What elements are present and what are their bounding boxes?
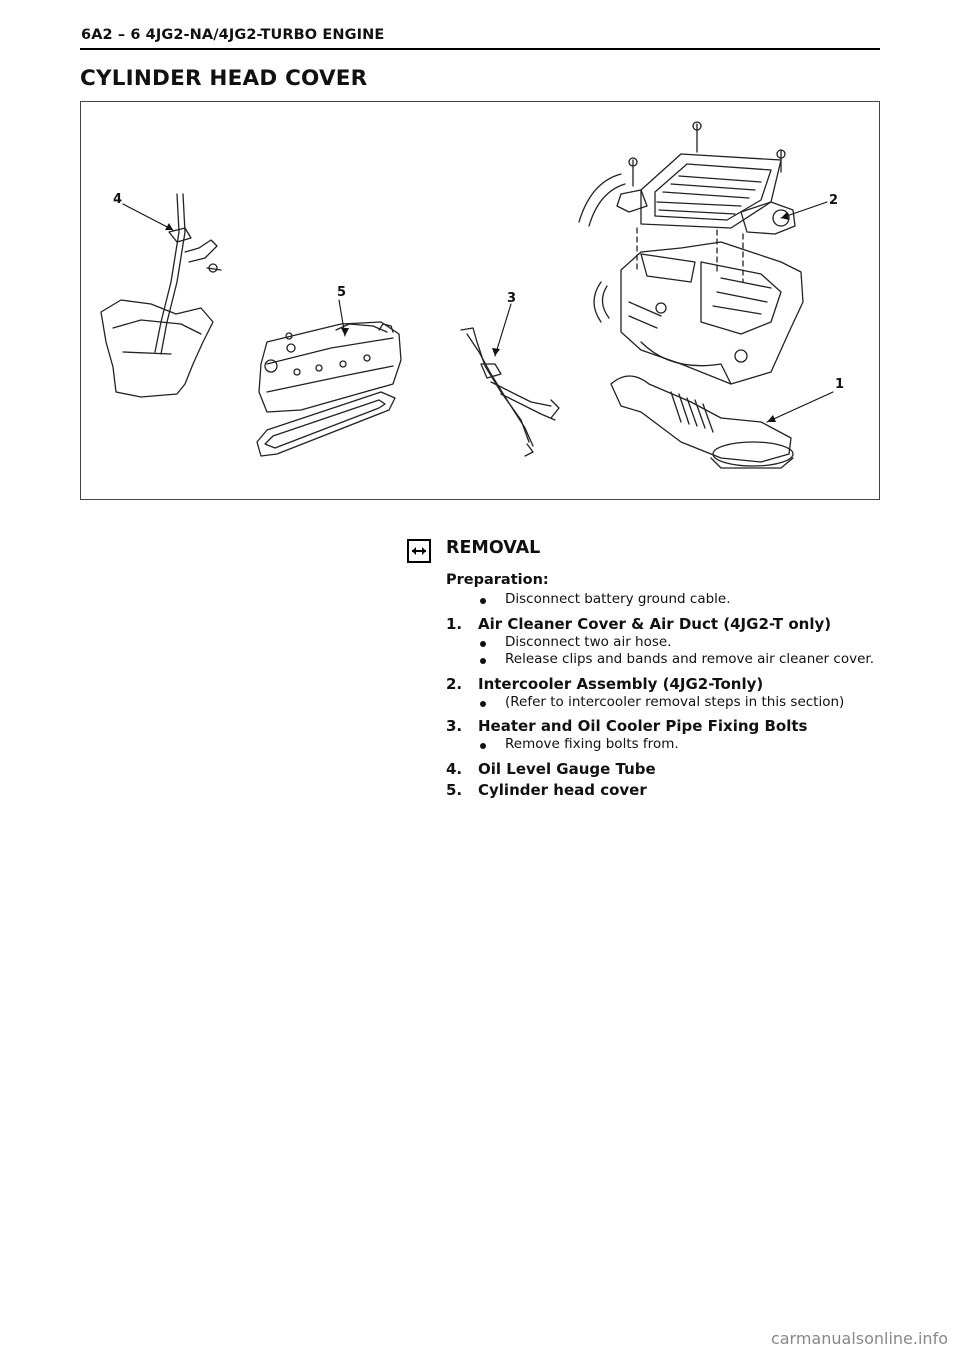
exploded-diagram-drawing	[81, 102, 879, 499]
bullet-item	[446, 634, 886, 652]
exploded-diagram	[80, 101, 880, 500]
removal-heading: REMOVAL	[446, 538, 541, 558]
intercooler-drawing	[579, 122, 795, 282]
preparation-label: Preparation:	[446, 572, 549, 588]
step-number: 2.	[446, 674, 463, 693]
bullet-dot	[480, 658, 486, 664]
bullet-text: Remove fixing bolts from.	[505, 736, 679, 752]
step-number: 1.	[446, 614, 463, 633]
step-title-text: Intercooler Assembly (4JG2-Tonly)	[478, 674, 764, 693]
double-arrow-icon	[409, 541, 429, 561]
bullet-text: Disconnect battery ground cable.	[505, 591, 731, 607]
oil-pan-drawing	[101, 300, 213, 397]
callout-5: 5	[337, 285, 347, 300]
page-header-title: 6A2 – 6 4JG2-NA/4JG2-TURBO ENGINE	[81, 27, 385, 43]
callout-4: 4	[113, 192, 123, 207]
air-duct-drawing	[611, 376, 793, 468]
step-number: 3.	[446, 717, 463, 735]
engine-block-drawing	[594, 242, 803, 384]
step-number: 4.	[446, 759, 463, 778]
bullet-text: Disconnect two air hose.	[505, 633, 672, 650]
callout-3: 3	[507, 291, 517, 306]
callout-1: 1	[835, 377, 845, 392]
removal-procedure	[446, 572, 886, 800]
bullet-dot	[480, 641, 486, 647]
bullet-item	[446, 736, 886, 754]
step-2-title	[446, 675, 886, 694]
bullet-text: (Refer to intercooler removal steps in this section)	[505, 693, 845, 710]
bullet-item	[446, 651, 895, 669]
step-title-text: Air Cleaner Cover & Air Duct (4JG2-T only)	[478, 614, 832, 633]
callout-leaders	[123, 202, 833, 422]
step-5-title	[446, 781, 886, 800]
cylinder-head-cover-drawing	[257, 322, 401, 456]
step-number: 5.	[446, 780, 463, 799]
step-4-title	[446, 760, 886, 779]
bullet-dot	[480, 743, 486, 749]
step-1-title	[446, 615, 886, 634]
step-3-title	[446, 717, 886, 736]
step-title-text: Heater and Oil Cooler Pipe Fixing Bolts	[478, 717, 808, 735]
section-title: CYLINDER HEAD COVER	[80, 66, 368, 91]
bullet-dot	[480, 701, 486, 707]
bullet-dot	[480, 598, 486, 604]
dipstick-tube-drawing	[155, 194, 221, 354]
callout-2: 2	[829, 193, 839, 208]
heater-oil-cooler-pipe-drawing	[461, 328, 559, 456]
bullet-item	[446, 591, 886, 609]
bullet-text: Release clips and bands and remove air cleaner cover.	[505, 651, 874, 667]
watermark-text: carmanualsonline.info	[770, 1329, 948, 1348]
bullet-item	[446, 694, 886, 712]
header-divider	[80, 48, 880, 50]
step-title-text: Cylinder head cover	[478, 780, 647, 799]
step-title-text: Oil Level Gauge Tube	[478, 759, 656, 778]
removal-icon	[407, 539, 431, 563]
